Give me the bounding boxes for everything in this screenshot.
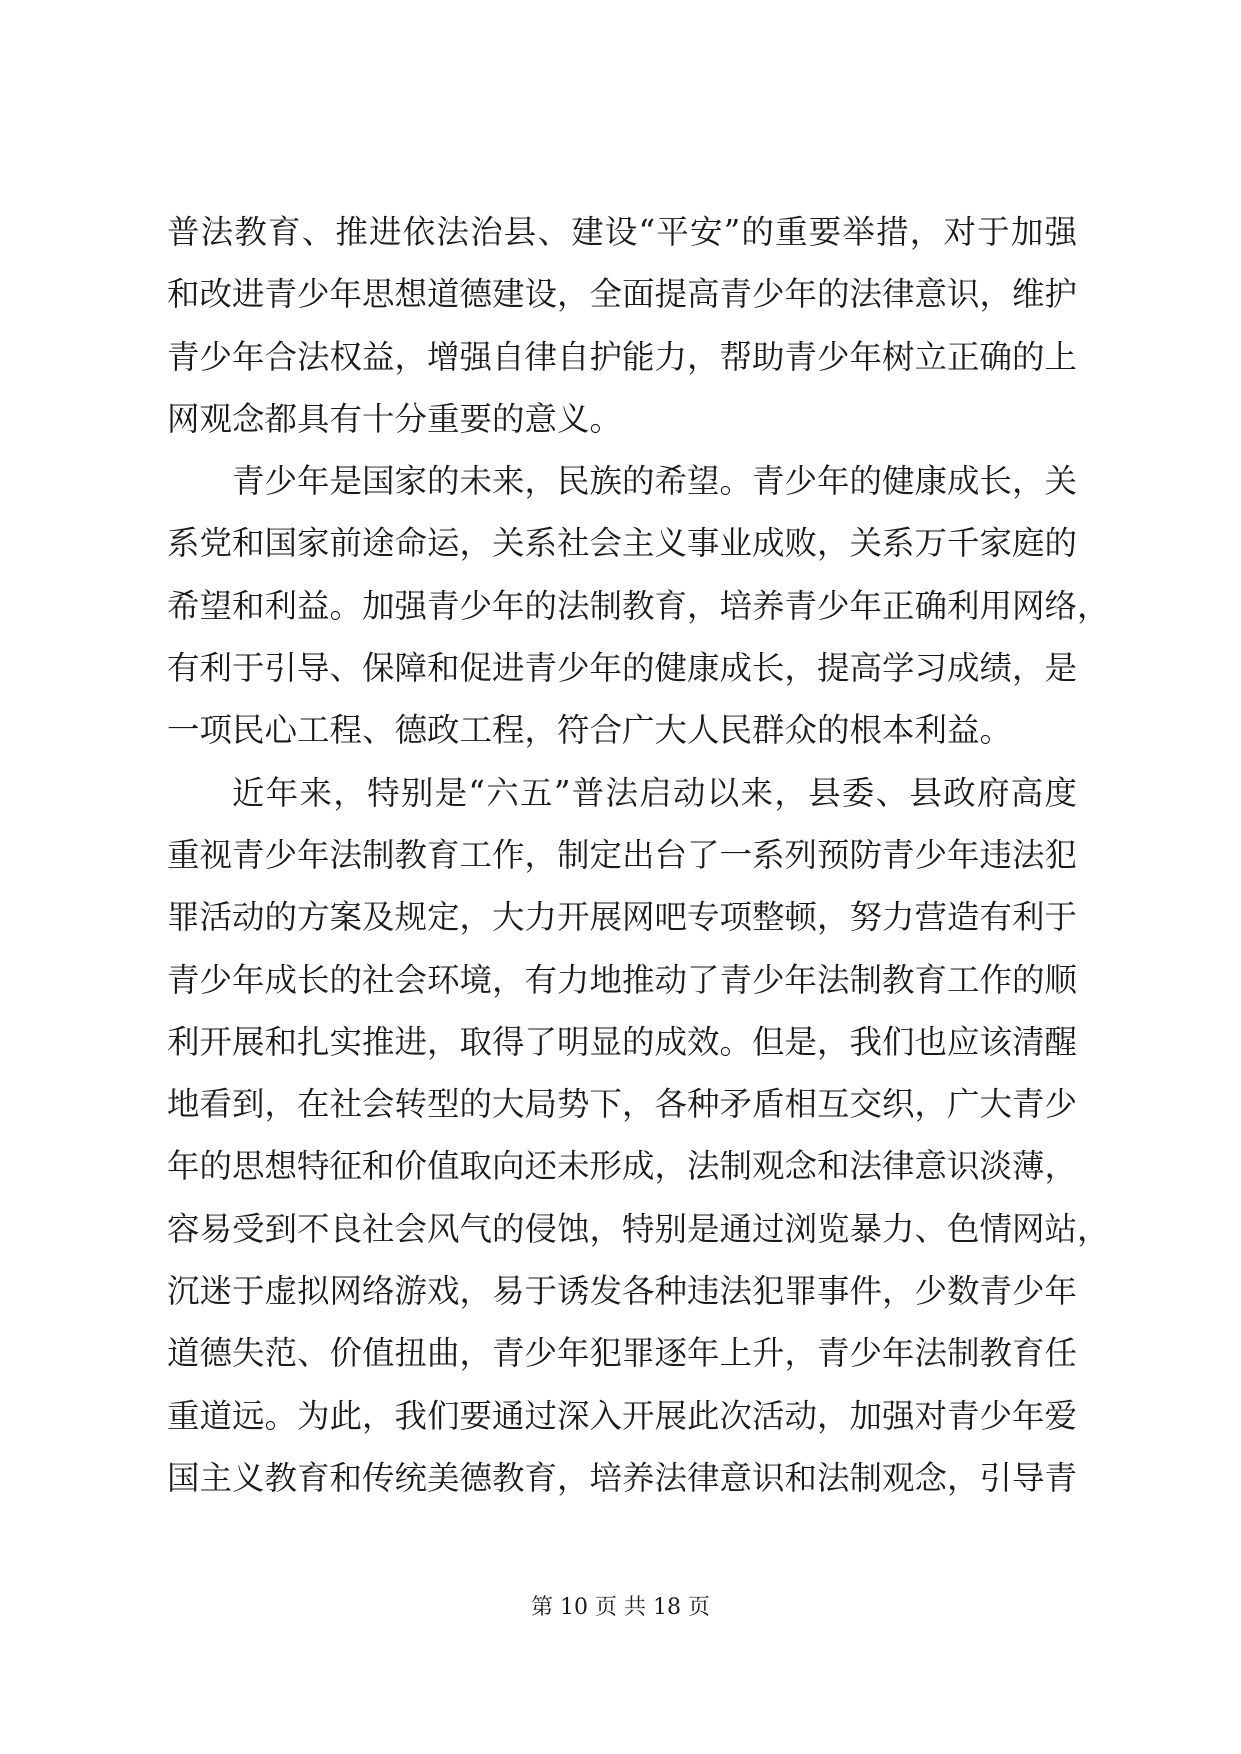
text-line: 一项民心工程、德政工程，符合广大人民群众的根本利益。 (167, 711, 1013, 750)
text-line: 系党和国家前途命运，关系社会主义事业成败，关系万千家庭的 (167, 524, 1078, 563)
text-line: 有利于引导、保障和促进青少年的健康成长，提高学习成绩，是 (167, 649, 1078, 688)
document-body (167, 201, 1110, 1509)
text-line: 青少年合法权益，增强自律自护能力，帮助青少年树立正确的上 (167, 337, 1078, 376)
text-line: 年的思想特征和价值取向还未形成，法制观念和法律意识淡薄， (167, 1147, 1078, 1186)
text-line: 青少年是国家的未来，民族的希望。青少年的健康成长，关 (232, 462, 1078, 501)
text-line: 国主义教育和传统美德教育，培养法律意识和法制观念，引导青 (167, 1458, 1078, 1497)
text-line: 沉迷于虚拟网络游戏，易于诱发各种违法犯罪事件，少数青少年 (167, 1272, 1078, 1311)
page-footer: 第 10 页 共 18 页 (531, 1595, 710, 1620)
text-line: 近年来，特别是“六五”普法启动以来，县委、县政府高度 (232, 773, 1077, 812)
text-line: 希望和利益。加强青少年的法制教育，培养青少年正确利用网络， (167, 586, 1110, 625)
text-line: 重道远。为此，我们要通过深入开展此次活动，加强对青少年爱 (167, 1396, 1078, 1435)
text-line: 罪活动的方案及规定，大力开展网吧专项整顿，努力营造有利于 (167, 898, 1078, 937)
text-line: 和改进青少年思想道德建设，全面提高青少年的法律意识，维护 (167, 275, 1078, 314)
text-line: 道德失范、价值扭曲，青少年犯罪逐年上升，青少年法制教育任 (167, 1334, 1078, 1373)
text-line: 网观念都具有十分重要的意义。 (167, 399, 623, 438)
text-line: 重视青少年法制教育工作，制定出台了一系列预防青少年违法犯 (167, 835, 1078, 874)
text-line: 容易受到不良社会风气的侵蚀，特别是通过浏览暴力、色情网站， (167, 1209, 1110, 1248)
text-line: 普法教育、推进依法治县、建设“平安”的重要举措，对于加强 (167, 213, 1077, 251)
text-line: 青少年成长的社会环境，有力地推动了青少年法制教育工作的顺 (167, 960, 1078, 999)
text-line: 地看到，在社会转型的大局势下，各种矛盾相互交织，广大青少 (167, 1085, 1078, 1124)
text-line: 利开展和扎实推进，取得了明显的成效。但是，我们也应该清醒 (167, 1022, 1078, 1061)
